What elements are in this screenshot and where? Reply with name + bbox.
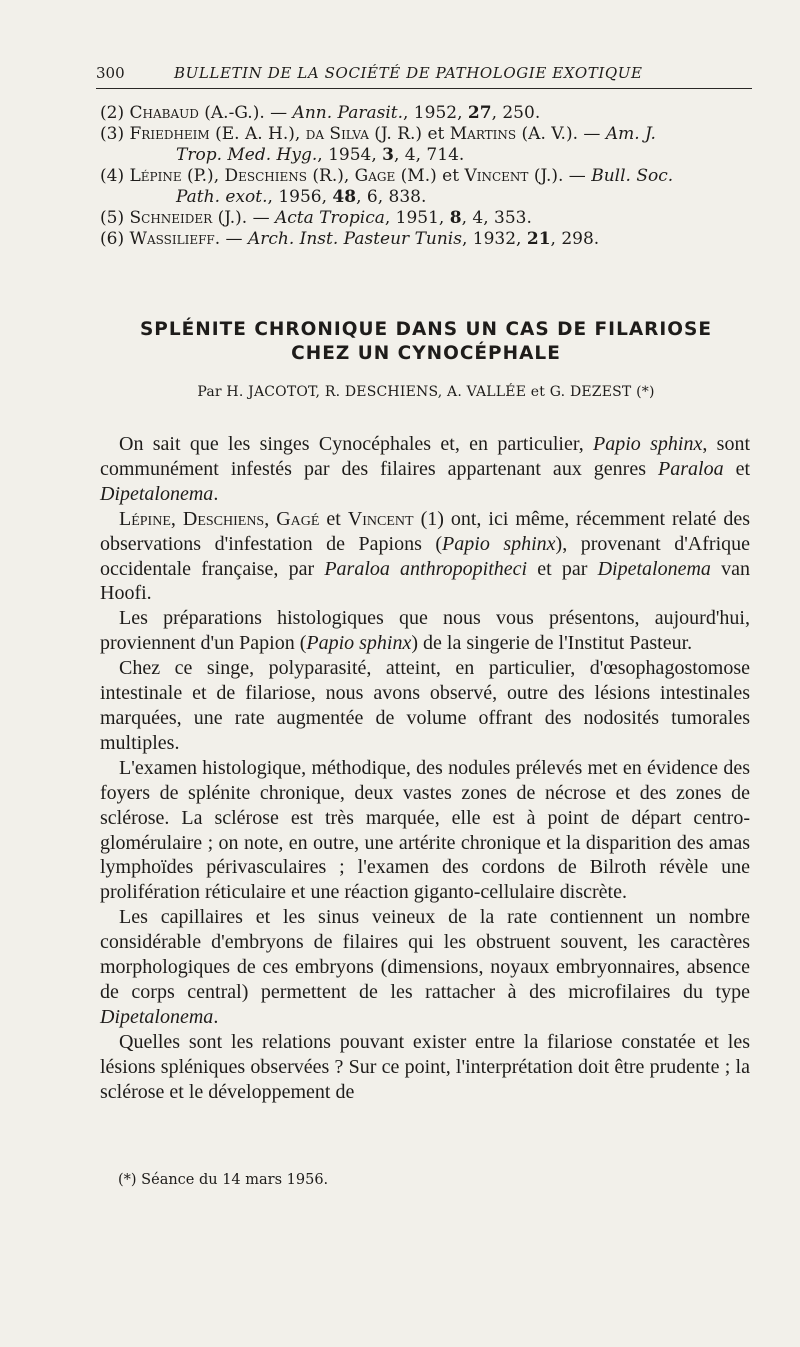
article-body — [100, 432, 750, 1104]
reference-item: (5) Schneider (J.). — Acta Tropica, 1951, 8, 4, 353. — [100, 208, 532, 228]
paragraph: Les capillaires et les sinus veineux de la rate contiennent un nombre considérable d'embryons de filaires qui les obstruent souvent, les caractères morphologiques de ces embryons (dimensions, noyaux embryonnaires, absence de corps central) permettent de les rattacher à des microfilaires du type Dipetalonema. — [100, 906, 750, 1028]
reference-item: (3) Friedheim (E. A. H.), da Silva (J. R.) et Martins (A. V.). — Am. J. Trop. Med. Hyg., 1954, 3, 4, 714. — [100, 124, 656, 165]
journal-title: BULLETIN DE LA SOCIÉTÉ DE PATHOLOGIE EXOTIQUE — [174, 64, 643, 82]
running-header — [96, 64, 752, 86]
paragraph: Chez ce singe, polyparasité, atteint, en particulier, d'œsophagostomose intestinale et de filariose, nous avons observé, outre des lésions intestinales marquées, une rate augmentée de volume offrant des nodosités tumorales multiples. — [100, 657, 750, 754]
title-line-2: CHEZ UN CYNOCÉPHALE — [291, 343, 561, 364]
paragraph: Les préparations histologiques que nous vous présentons, aujourd'hui, proviennent d'un Papion (Papio sphinx) de la singerie de l'Institut Pasteur. — [100, 607, 750, 655]
reference-item: (2) Chabaud (A.-G.). — Ann. Parasit., 1952, 27, 250. — [100, 103, 541, 123]
header-rule — [96, 88, 752, 89]
footnote: (*) Séance du 14 mars 1956. — [118, 1172, 329, 1188]
paragraph: Quelles sont les relations pouvant exister entre la filariose constatée et les lésions spléniques observées ? Sur ce point, l'interprétation doit être prudente ; la sclérose et le développement de — [100, 1030, 750, 1103]
paragraph: L'examen histologique, méthodique, des nodules prélevés met en évidence des foyers de splénite chronique, deux vastes zones de nécrose et des zones de sclérose. La sclérose est très marquée, elle est à point de départ centro-glomérulaire ; on note, en outre, une artérite chronique et la disparition des amas lymphoïdes périvasculaires ; l'examen des cordons de Bilroth révèle une prolifération réticulaire et une réaction giganto-cellulaire discrète. — [100, 756, 750, 904]
reference-item: (4) Lépine (P.), Deschiens (R.), Gage (M.) et Vincent (J.). — Bull. Soc. Path. exot., 1956, 48, 6, 838. — [100, 166, 674, 207]
title-line-1: SPLÉNITE CHRONIQUE DANS UN CAS DE FILARIOSE — [139, 319, 712, 340]
author-line: Par H. JACOTOT, R. DESCHIENS, A. VALLÉE et G. DEZEST (*) — [197, 384, 655, 400]
article-title — [96, 318, 756, 366]
paragraph: On sait que les singes Cynocéphales et, en particulier, Papio sphinx, sont communément infestés par des filaires appartenant aux genres Paraloa et Dipetalonema. — [100, 433, 751, 505]
page-number: 300 — [96, 64, 125, 82]
reference-item: (6) Wassilieff. — Arch. Inst. Pasteur Tunis, 1932, 21, 298. — [100, 229, 600, 249]
paragraph: Lépine, Deschiens, Gagé et Vincent (1) ont, ici même, récemment relaté des observations d'infestation de Papions (Papio sphinx), provenant d'Afrique occidentale française, par Paraloa anthropopitheci et par Dipetalonema van Hoofi. — [100, 507, 751, 605]
reference-list — [100, 103, 760, 250]
